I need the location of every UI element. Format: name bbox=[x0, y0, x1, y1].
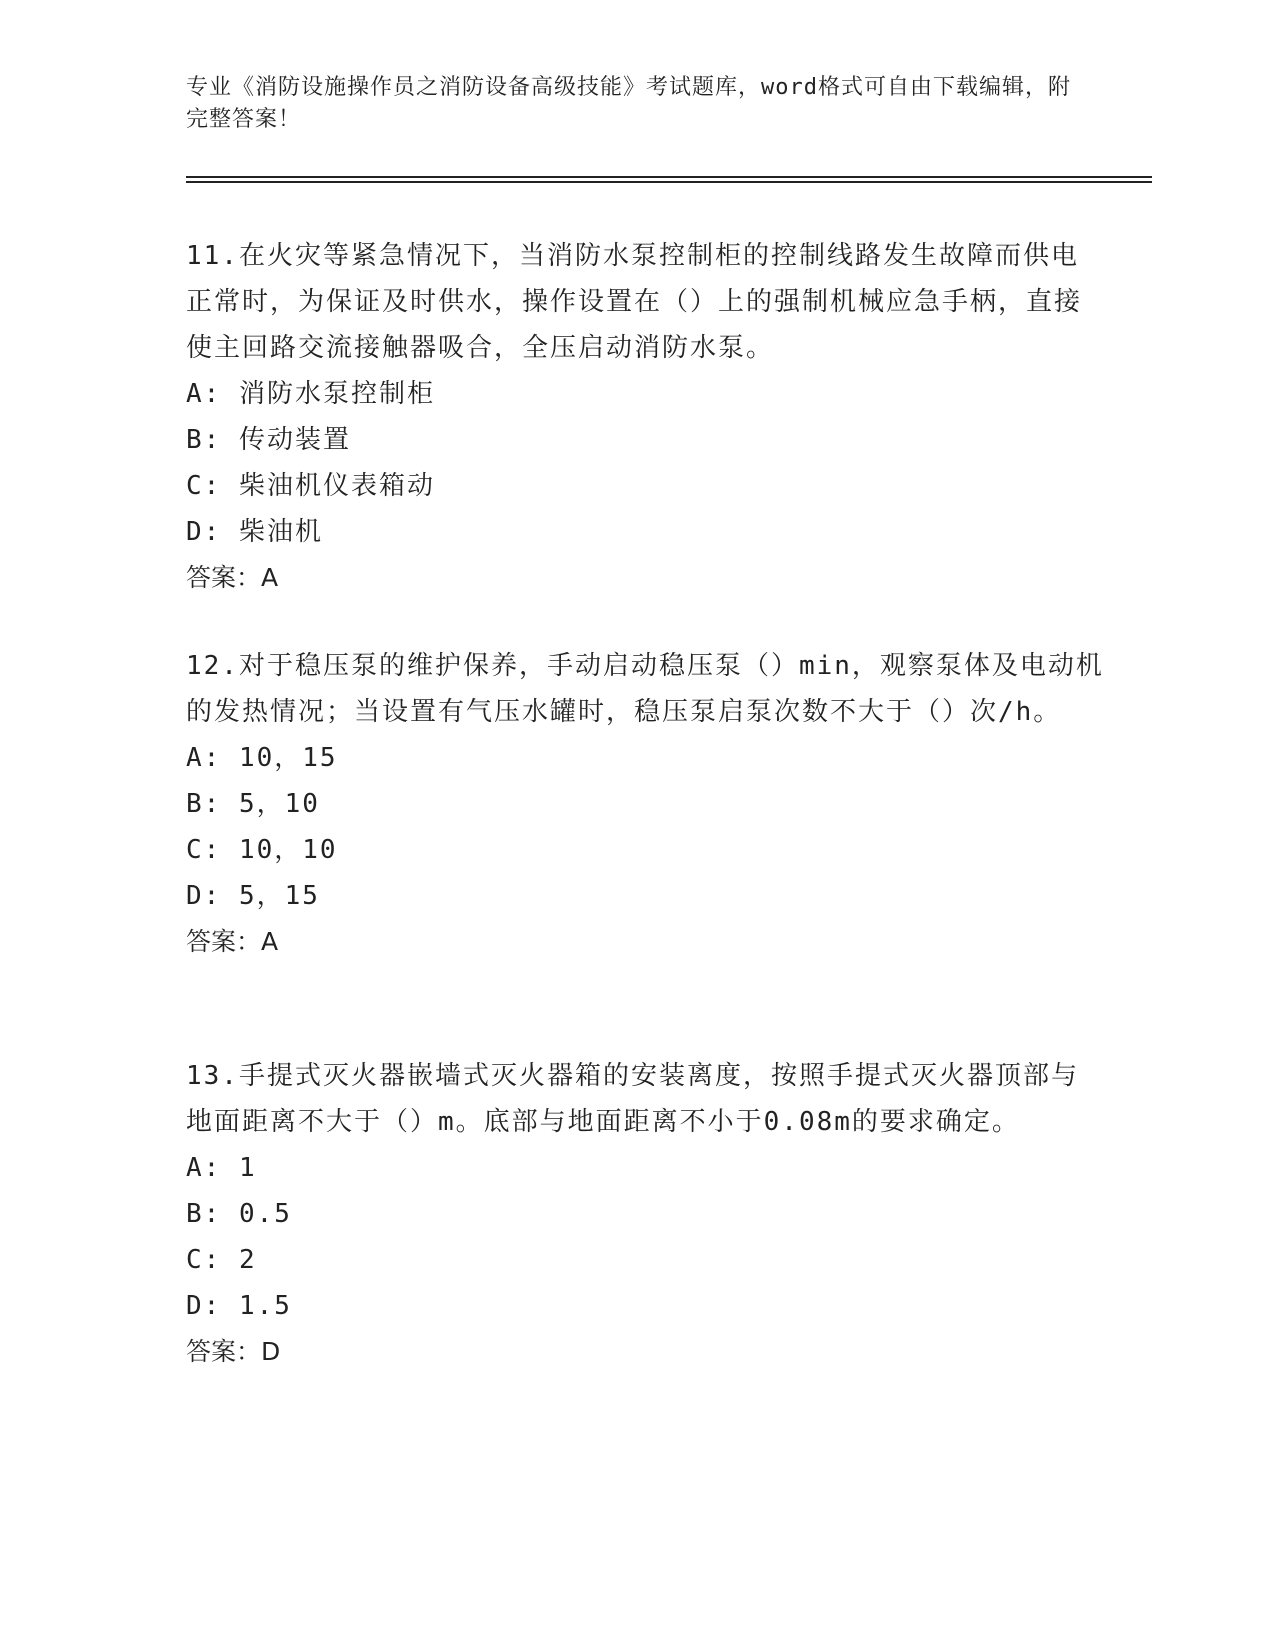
question-text: 13.手提式灭火器嵌墙式灭火器箱的安装离度，按照手提式灭火器顶部与地面距离不大于（）m。底部与地面距离不小于0.08m的要求确定。 bbox=[186, 1061, 1079, 1137]
option-b: B: 0.5 bbox=[186, 1199, 292, 1229]
question-13 bbox=[186, 1053, 1106, 1375]
option-c: C: 2 bbox=[186, 1245, 257, 1275]
question-12 bbox=[186, 643, 1106, 965]
answer-label: 答案：A bbox=[186, 563, 279, 592]
option-b: B: 5，10 bbox=[186, 789, 320, 819]
question-text: 12.对于稳压泵的维护保养，手动启动稳压泵（）min，观察泵体及电动机的发热情况；当设置有气压水罐时，稳压泵启泵次数不大于（）次/h。 bbox=[186, 651, 1104, 727]
option-a: A: 10，15 bbox=[186, 743, 338, 773]
answer-label: 答案：A bbox=[186, 927, 279, 956]
option-d: D: 柴油机 bbox=[186, 517, 323, 547]
header-divider-bottom bbox=[186, 181, 1152, 183]
answer-label: 答案：D bbox=[186, 1337, 281, 1366]
option-d: D: 1.5 bbox=[186, 1291, 292, 1321]
document-header: 专业《消防设施操作员之消防设备高级技能》考试题库，word格式可自由下载编辑，附完整答案！ bbox=[186, 75, 1071, 132]
option-c: C: 柴油机仪表箱动 bbox=[186, 471, 435, 501]
question-text: 11.在火灾等紧急情况下，当消防水泵控制柜的控制线路发生故障而供电正常时，为保证及时供水，操作设置在（）上的强制机械应急手柄，直接使主回路交流接触器吸合，全压启动消防水泵。 bbox=[186, 241, 1083, 363]
option-c: C: 10，10 bbox=[186, 835, 338, 865]
option-b: B: 传动装置 bbox=[186, 425, 351, 455]
question-11 bbox=[186, 233, 1106, 601]
option-d: D: 5，15 bbox=[186, 881, 320, 911]
option-a: A: 消防水泵控制柜 bbox=[186, 379, 435, 409]
header-divider-top bbox=[186, 176, 1152, 178]
option-a: A: 1 bbox=[186, 1153, 257, 1183]
